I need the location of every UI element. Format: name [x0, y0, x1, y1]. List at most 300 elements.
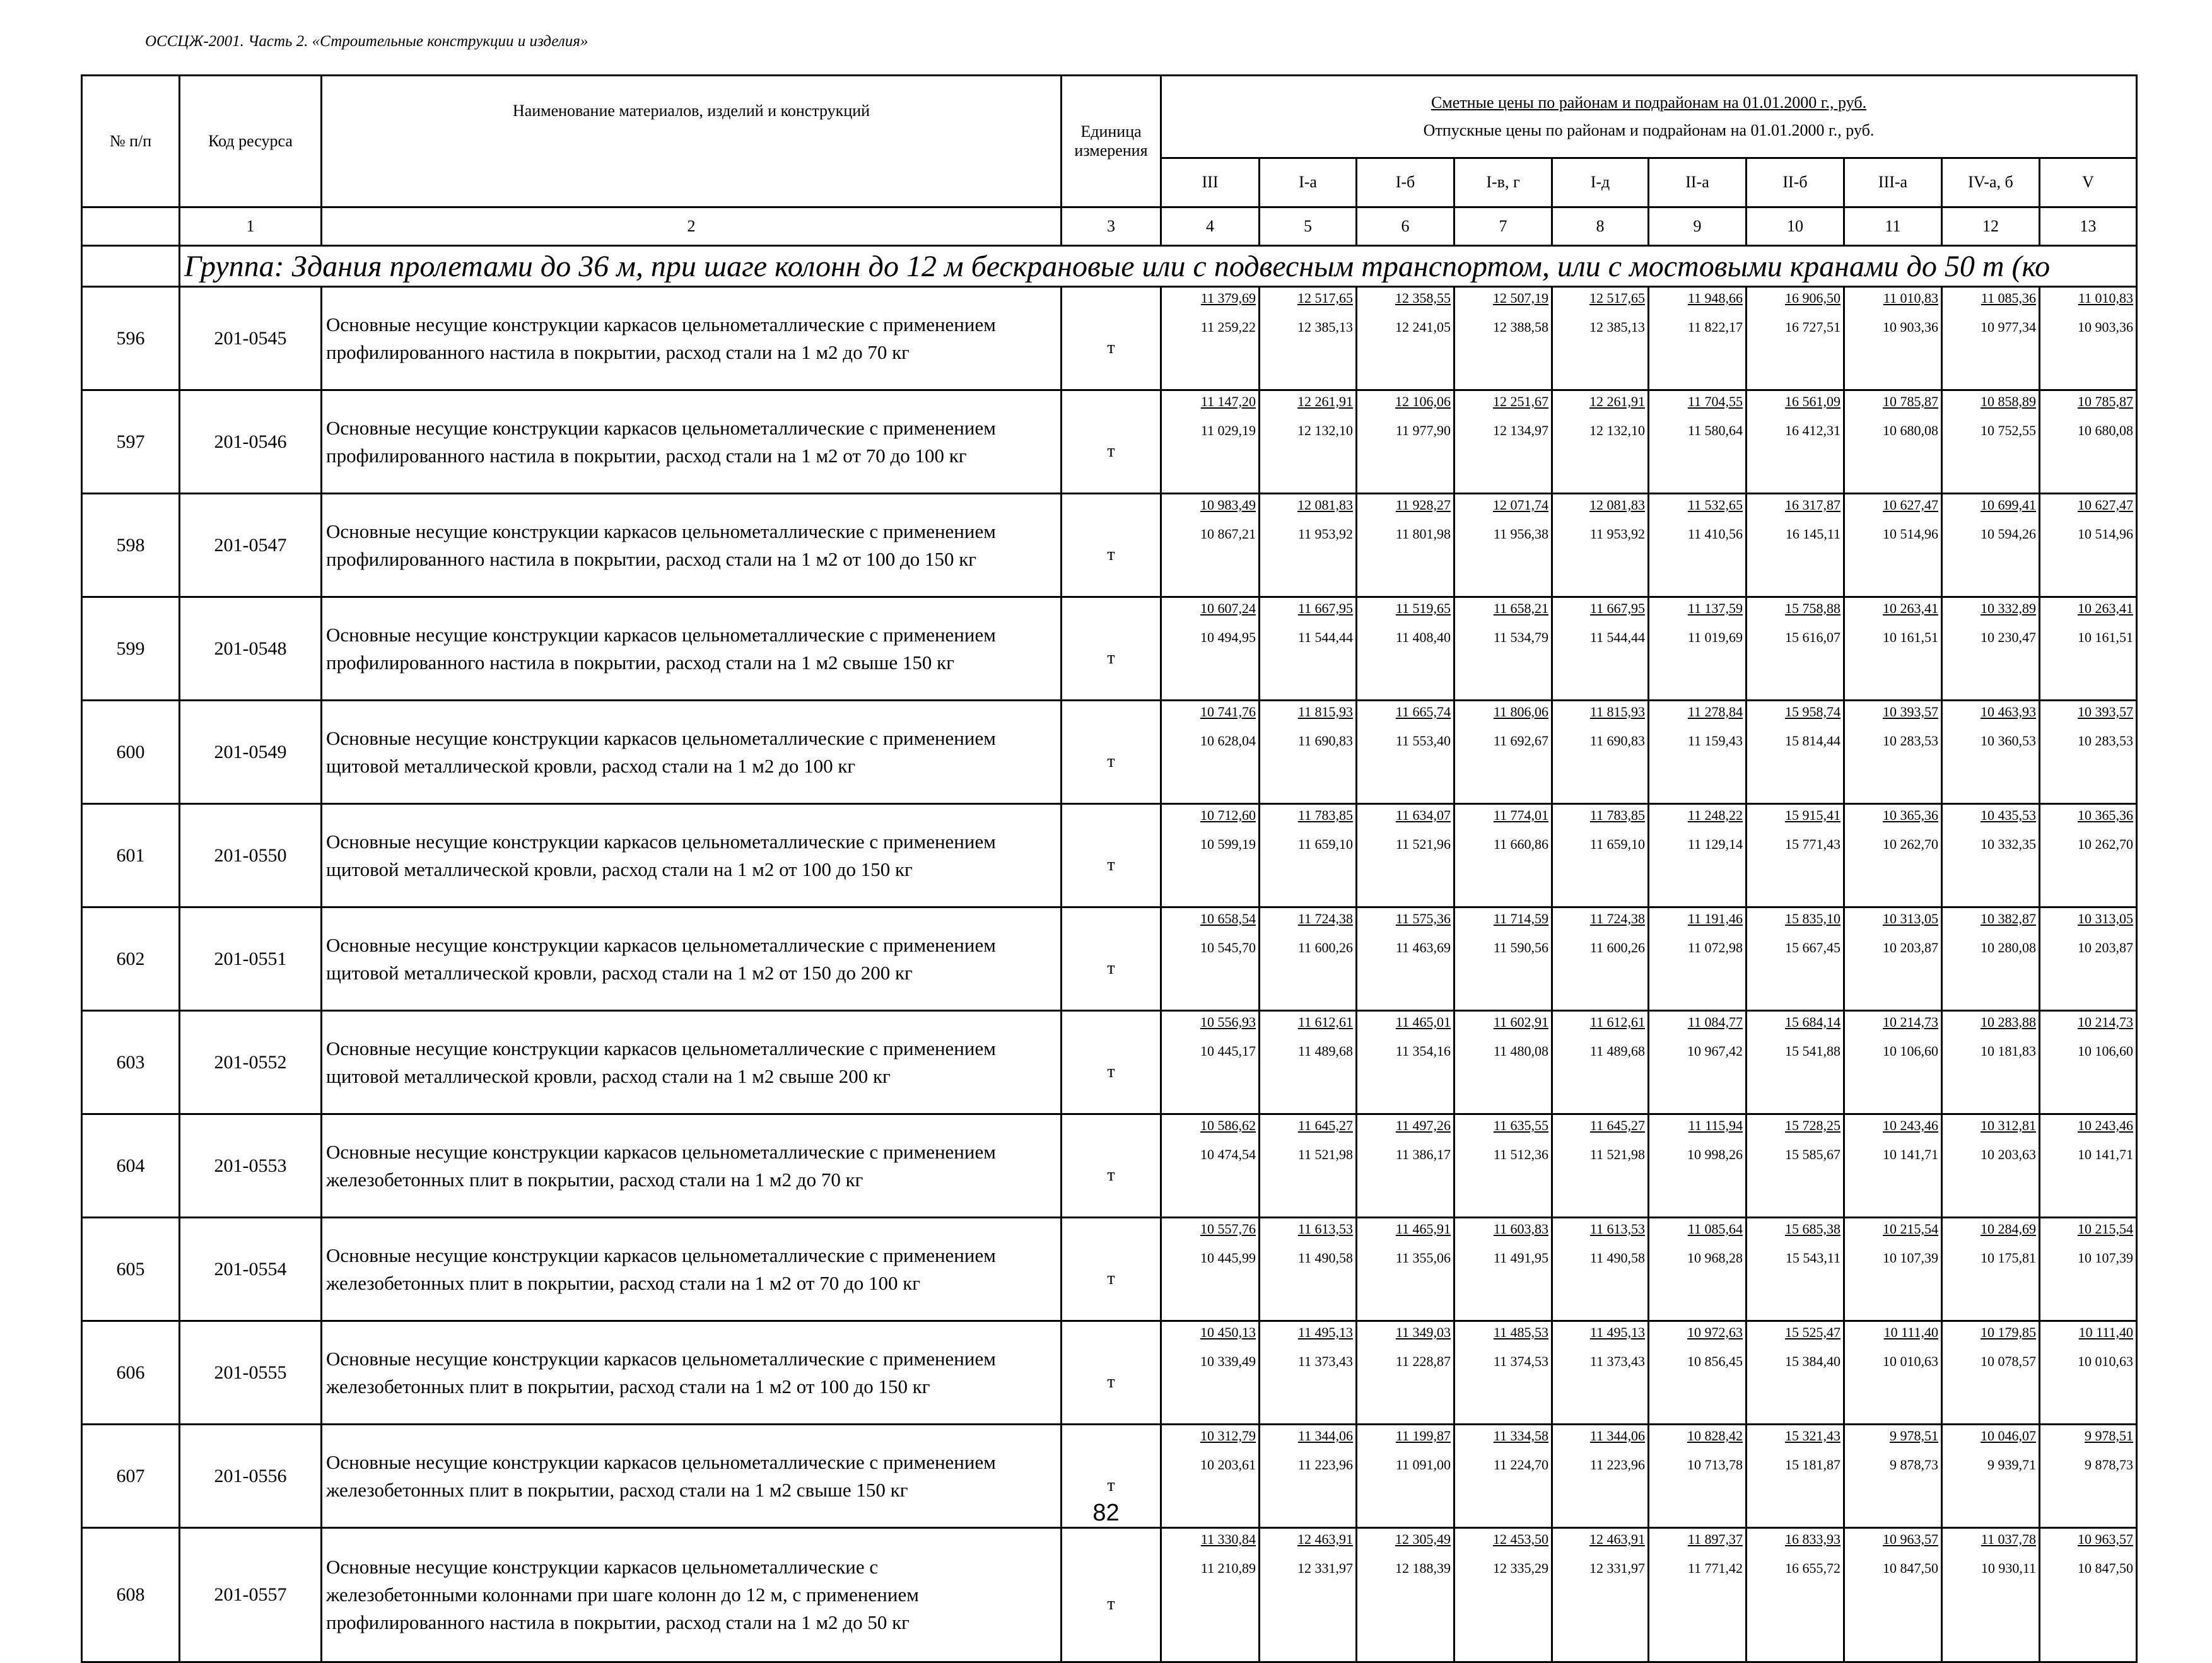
page-number: 82	[1092, 1500, 1120, 1526]
table-row	[82, 1528, 2137, 1662]
estimate-price: 15 758,88	[1785, 600, 1840, 616]
header-num: № п/п	[82, 76, 180, 207]
estimate-price: 9 978,51	[2085, 1428, 2134, 1444]
release-price: 16 145,11	[1785, 526, 1840, 542]
price-cell	[1161, 1114, 1260, 1218]
price-cell	[1649, 1114, 1747, 1218]
item-name-line: Основные несущие конструкции каркасов цельнометаллические с применением	[326, 623, 996, 646]
price-cell	[1454, 907, 1552, 1011]
row-num: 607	[82, 1425, 180, 1528]
release-price: 10 903,36	[1883, 319, 1938, 335]
release-price: 10 847,50	[1883, 1560, 1938, 1576]
resource-code: 201-0557	[180, 1528, 322, 1662]
price-cell	[1942, 1218, 2040, 1321]
estimate-price: 10 263,41	[1883, 600, 1938, 616]
column-number: 9	[1649, 207, 1747, 246]
release-price: 15 771,43	[1785, 836, 1840, 852]
release-price: 11 410,56	[1687, 526, 1743, 542]
release-price: 9 878,73	[1890, 1457, 1938, 1473]
estimate-price: 11 714,59	[1493, 911, 1548, 926]
release-price: 10 107,39	[1883, 1250, 1938, 1266]
price-cell	[1649, 1218, 1747, 1321]
release-price: 10 867,21	[1200, 526, 1256, 542]
release-price: 10 752,55	[1981, 423, 2036, 438]
estimate-price: 10 215,54	[2078, 1221, 2134, 1237]
release-price: 11 521,98	[1589, 1147, 1645, 1162]
price-cell	[1260, 1218, 1357, 1321]
release-price: 10 010,63	[2078, 1353, 2134, 1369]
price-cell	[1747, 1321, 1844, 1425]
release-price: 10 977,34	[1981, 319, 2036, 335]
item-name-line: Основные несущие конструкции каркасов цельнометаллические с применением	[326, 1450, 996, 1473]
release-price: 10 680,08	[1883, 423, 1938, 438]
row-num: 601	[82, 804, 180, 907]
estimate-price: 11 519,65	[1395, 600, 1451, 616]
release-price: 10 175,81	[1981, 1250, 2036, 1266]
release-price: 10 599,19	[1200, 836, 1256, 852]
price-cell	[1454, 1011, 1552, 1114]
release-price: 10 445,17	[1200, 1043, 1256, 1059]
estimate-price: 11 465,91	[1395, 1221, 1451, 1237]
item-name	[322, 390, 1062, 494]
estimate-price: 10 699,41	[1981, 497, 2036, 513]
unit: т	[1062, 1011, 1161, 1114]
estimate-price: 11 084,77	[1687, 1014, 1743, 1030]
price-cell	[1552, 1114, 1649, 1218]
price-cell	[1161, 287, 1260, 390]
release-price: 16 727,51	[1785, 319, 1840, 335]
estimate-price: 10 313,05	[2078, 911, 2134, 926]
group-row	[82, 246, 2137, 287]
item-name-line: железобетонных плит в покрытии, расход стали на 1 м2 до 70 кг	[326, 1168, 863, 1191]
item-name	[322, 494, 1062, 597]
release-price: 11 659,10	[1589, 836, 1645, 852]
estimate-price: 11 613,53	[1297, 1221, 1353, 1237]
estimate-price: 10 463,93	[1981, 704, 2036, 720]
unit: т	[1062, 1218, 1161, 1321]
item-name	[322, 907, 1062, 1011]
resource-code: 201-0548	[180, 597, 322, 701]
price-cell	[1747, 597, 1844, 701]
unit: т	[1062, 804, 1161, 907]
price-cell	[1844, 597, 1942, 701]
resource-code: 201-0552	[180, 1011, 322, 1114]
price-cell	[1844, 1218, 1942, 1321]
release-price: 11 953,92	[1297, 526, 1353, 542]
group-title: Группа: Здания пролетами до 36 м, при шаге колонн до 12 м бескрановые или с подвесным транспортом, или с мостовыми кранами до 50 т (ко	[180, 246, 2137, 287]
estimate-price: 16 833,93	[1785, 1531, 1840, 1547]
table-row	[82, 804, 2137, 907]
estimate-price: 11 658,21	[1493, 600, 1548, 616]
estimate-price: 10 214,73	[2078, 1014, 2134, 1030]
column-number-blank	[82, 207, 180, 246]
price-cell	[1747, 1528, 1844, 1662]
release-price: 10 494,95	[1200, 629, 1256, 645]
release-price: 10 203,87	[2078, 940, 2134, 955]
release-price: 11 512,36	[1493, 1147, 1548, 1162]
unit: т	[1062, 494, 1161, 597]
release-price: 10 967,42	[1687, 1043, 1743, 1059]
price-cell	[1942, 804, 2040, 907]
release-price: 11 801,98	[1395, 526, 1451, 542]
release-price: 15 384,40	[1785, 1353, 1840, 1369]
item-name	[322, 1528, 1062, 1662]
price-cell	[1942, 1011, 2040, 1114]
estimate-price: 11 379,69	[1200, 290, 1256, 306]
price-cell	[1260, 597, 1357, 701]
table-row	[82, 1321, 2137, 1425]
price-cell	[1552, 390, 1649, 494]
price-cell	[1552, 287, 1649, 390]
release-price: 10 474,54	[1200, 1147, 1256, 1162]
item-name-line: Основные несущие конструкции каркасов цельнометаллические с применением	[326, 933, 996, 956]
estimate-price: 11 334,58	[1493, 1428, 1548, 1444]
price-cell	[1942, 1321, 2040, 1425]
price-cell	[1357, 390, 1454, 494]
estimate-price: 10 312,79	[1200, 1428, 1256, 1444]
item-name-line: профилированного настила в покрытии, расход стали на 1 м2 до 50 кг	[326, 1611, 910, 1633]
price-cell	[1161, 701, 1260, 804]
estimate-price: 11 665,74	[1395, 704, 1451, 720]
estimate-price: 12 081,83	[1589, 497, 1645, 513]
release-price: 11 491,95	[1493, 1250, 1548, 1266]
release-price: 12 331,97	[1297, 1560, 1353, 1576]
estimate-price: 10 858,89	[1981, 394, 2036, 409]
estimate-price: 10 607,24	[1200, 600, 1256, 616]
price-cell	[1552, 1218, 1649, 1321]
price-cell	[1260, 287, 1357, 390]
estimate-price: 15 915,41	[1785, 807, 1840, 823]
item-name-line: железобетонных плит в покрытии, расход стали на 1 м2 свыше 150 кг	[326, 1478, 908, 1501]
release-price: 11 490,58	[1589, 1250, 1645, 1266]
price-cell	[1357, 494, 1454, 597]
row-num: 606	[82, 1321, 180, 1425]
column-number: 5	[1260, 207, 1357, 246]
estimate-price: 12 305,49	[1395, 1531, 1451, 1547]
price-cell	[1454, 1218, 1552, 1321]
price-cell	[2040, 1321, 2137, 1425]
release-price: 10 339,49	[1200, 1353, 1256, 1369]
price-cell	[2040, 1114, 2137, 1218]
price-cell	[1454, 287, 1552, 390]
release-price: 11 480,08	[1493, 1043, 1548, 1059]
region-header: I-б	[1357, 158, 1454, 207]
item-name-line: щитовой металлической кровли, расход стали на 1 м2 от 100 до 150 кг	[326, 858, 913, 880]
release-price: 10 280,08	[1981, 940, 2036, 955]
estimate-price: 11 085,36	[1981, 290, 2036, 306]
row-num: 602	[82, 907, 180, 1011]
estimate-price: 11 667,95	[1589, 600, 1645, 616]
price-cell	[1747, 1011, 1844, 1114]
resource-code: 201-0556	[180, 1425, 322, 1528]
region-header: III-а	[1844, 158, 1942, 207]
estimate-price: 10 214,73	[1883, 1014, 1938, 1030]
release-price: 10 203,61	[1200, 1457, 1256, 1473]
estimate-price: 16 906,50	[1785, 290, 1840, 306]
price-table	[81, 74, 2138, 1663]
column-number: 10	[1747, 207, 1844, 246]
price-cell	[1161, 1218, 1260, 1321]
price-cell	[1942, 1114, 2040, 1218]
price-cell	[1649, 804, 1747, 907]
item-name-line: Основные несущие конструкции каркасов цельнометаллические с применением	[326, 1347, 996, 1370]
estimate-price: 10 627,47	[2078, 497, 2134, 513]
price-cell	[1260, 390, 1357, 494]
estimate-price: 10 983,49	[1200, 497, 1256, 513]
estimate-price: 10 712,60	[1200, 807, 1256, 823]
estimate-price: 10 741,76	[1200, 704, 1256, 720]
table-row	[82, 1218, 2137, 1321]
item-name-line: щитовой металлической кровли, расход стали на 1 м2 до 100 кг	[326, 754, 856, 777]
estimate-price: 11 010,83	[2078, 290, 2134, 306]
price-cell	[1161, 494, 1260, 597]
release-price: 10 680,08	[2078, 423, 2134, 438]
release-price: 10 713,78	[1687, 1457, 1743, 1473]
row-num: 596	[82, 287, 180, 390]
release-price: 11 659,10	[1297, 836, 1353, 852]
release-price: 11 977,90	[1395, 423, 1451, 438]
release-price: 11 029,19	[1200, 423, 1256, 438]
release-price: 12 241,05	[1395, 319, 1451, 335]
column-number: 8	[1552, 207, 1649, 246]
estimate-price: 10 283,88	[1981, 1014, 2036, 1030]
release-price: 11 223,96	[1589, 1457, 1645, 1473]
release-price: 11 019,69	[1687, 629, 1743, 645]
price-cell	[1454, 1321, 1552, 1425]
price-cell	[2040, 1011, 2137, 1114]
release-price: 11 408,40	[1395, 629, 1451, 645]
column-number: 2	[322, 207, 1062, 246]
release-price: 11 489,68	[1589, 1043, 1645, 1059]
release-price: 11 373,43	[1297, 1353, 1353, 1369]
estimate-price: 10 215,54	[1883, 1221, 1938, 1237]
row-num: 600	[82, 701, 180, 804]
estimate-price: 15 685,38	[1785, 1221, 1840, 1237]
release-price: 15 543,11	[1785, 1250, 1840, 1266]
region-header: III	[1161, 158, 1260, 207]
price-cell	[1357, 1321, 1454, 1425]
release-price: 11 660,86	[1493, 836, 1548, 852]
price-cell	[1649, 1321, 1747, 1425]
estimate-price: 11 645,27	[1297, 1117, 1353, 1133]
row-num: 603	[82, 1011, 180, 1114]
item-name-line: Основные несущие конструкции каркасов цельнометаллические с применением	[326, 520, 996, 542]
price-cell	[1260, 804, 1357, 907]
estimate-price: 12 463,91	[1589, 1531, 1645, 1547]
estimate-price: 10 963,57	[1883, 1531, 1938, 1547]
price-cell	[1747, 390, 1844, 494]
estimate-price: 12 517,65	[1589, 290, 1645, 306]
price-cell	[1260, 1528, 1357, 1662]
header-name: Наименование материалов, изделий и конструкций	[322, 76, 1062, 207]
price-cell	[1552, 907, 1649, 1011]
column-number: 1	[180, 207, 322, 246]
estimate-price: 10 627,47	[1883, 497, 1938, 513]
resource-code: 201-0554	[180, 1218, 322, 1321]
release-price: 15 667,45	[1785, 940, 1840, 955]
item-name-line: щитовой металлической кровли, расход стали на 1 м2 от 150 до 200 кг	[326, 961, 913, 984]
estimate-price: 10 658,54	[1200, 911, 1256, 926]
column-number-row	[82, 207, 2137, 246]
release-price: 11 386,17	[1395, 1147, 1451, 1162]
release-price: 12 388,58	[1493, 319, 1548, 335]
unit: т	[1062, 390, 1161, 494]
item-name-line: Основные несущие конструкции каркасов цельнометаллические с применением	[326, 1037, 996, 1059]
estimate-price: 11 344,06	[1297, 1428, 1353, 1444]
estimate-price: 12 261,91	[1589, 394, 1645, 409]
row-num: 605	[82, 1218, 180, 1321]
price-cell	[1260, 1321, 1357, 1425]
estimate-price: 11 115,94	[1688, 1117, 1743, 1133]
estimate-price: 10 393,57	[2078, 704, 2134, 720]
price-cell	[1552, 1321, 1649, 1425]
item-name	[322, 1218, 1062, 1321]
estimate-price: 11 602,91	[1493, 1014, 1548, 1030]
estimate-price: 10 243,46	[2078, 1117, 2134, 1133]
column-number: 12	[1942, 207, 2040, 246]
release-price: 10 181,83	[1981, 1043, 2036, 1059]
estimate-price: 11 465,01	[1395, 1014, 1451, 1030]
estimate-price: 10 393,57	[1883, 704, 1938, 720]
price-cell	[1844, 804, 1942, 907]
estimate-price: 10 382,87	[1981, 911, 2036, 926]
estimate-price: 11 497,26	[1395, 1117, 1451, 1133]
item-name-line: Основные несущие конструкции каркасов цельнометаллические с применением	[326, 416, 996, 439]
price-cell	[1844, 701, 1942, 804]
estimate-price: 15 728,25	[1785, 1117, 1840, 1133]
row-num: 598	[82, 494, 180, 597]
resource-code: 201-0553	[180, 1114, 322, 1218]
unit: т	[1062, 597, 1161, 701]
release-price: 15 616,07	[1785, 629, 1840, 645]
estimate-price: 11 278,84	[1687, 704, 1743, 720]
release-price: 9 878,73	[2085, 1457, 2134, 1473]
item-name-line: профилированного настила в покрытии, расход стали на 1 м2 от 70 до 100 кг	[326, 444, 967, 467]
price-cell	[2040, 287, 2137, 390]
price-cell	[1844, 390, 1942, 494]
estimate-price: 10 313,05	[1883, 911, 1938, 926]
estimate-price: 11 037,78	[1981, 1531, 2036, 1547]
release-price: 10 203,87	[1883, 940, 1938, 955]
price-cell	[1552, 804, 1649, 907]
estimate-price: 10 312,81	[1981, 1117, 2036, 1133]
price-cell	[1454, 804, 1552, 907]
item-name-line: Основные несущие конструкции каркасов цельнометаллические с применением	[326, 1244, 996, 1266]
price-cell	[1454, 701, 1552, 804]
estimate-price: 11 948,66	[1687, 290, 1743, 306]
estimate-price: 11 085,64	[1687, 1221, 1743, 1237]
estimate-price: 12 081,83	[1297, 497, 1353, 513]
resource-code: 201-0549	[180, 701, 322, 804]
estimate-price: 11 774,01	[1493, 807, 1548, 823]
price-cell	[1161, 597, 1260, 701]
estimate-price: 11 635,55	[1493, 1117, 1548, 1133]
estimate-price: 11 612,61	[1297, 1014, 1353, 1030]
price-cell	[1161, 804, 1260, 907]
release-price: 10 968,28	[1687, 1250, 1743, 1266]
row-num: 597	[82, 390, 180, 494]
price-cell	[1649, 287, 1747, 390]
price-cell	[1942, 701, 2040, 804]
price-cell	[1161, 1321, 1260, 1425]
item-name-line: Основные несущие конструкции каркасов цельнометаллические с применением	[326, 830, 996, 853]
estimate-price: 11 575,36	[1395, 911, 1451, 926]
release-price: 11 521,96	[1395, 836, 1451, 852]
release-price: 11 210,89	[1200, 1560, 1256, 1576]
header-code: Код ресурса	[180, 76, 322, 207]
item-name-line: Основные несущие конструкции каркасов цельнометаллические с применением	[326, 313, 996, 336]
price-cell	[1161, 907, 1260, 1011]
price-cell	[1747, 494, 1844, 597]
estimate-price: 10 046,07	[1981, 1428, 2036, 1444]
estimate-price: 15 684,14	[1785, 1014, 1840, 1030]
estimate-price: 11 645,27	[1589, 1117, 1645, 1133]
estimate-price: 10 263,41	[2078, 600, 2134, 616]
item-name-line: Основные несущие конструкции каркасов цельнометаллические с	[326, 1556, 879, 1578]
price-cell	[1942, 390, 2040, 494]
release-price: 10 445,99	[1200, 1250, 1256, 1266]
release-price: 11 489,68	[1297, 1043, 1353, 1059]
estimate-price: 11 199,87	[1395, 1428, 1451, 1444]
release-price: 10 594,26	[1981, 526, 2036, 542]
release-price: 10 203,63	[1981, 1147, 2036, 1162]
price-cell	[1357, 1218, 1454, 1321]
table-row	[82, 1011, 2137, 1114]
release-price: 10 332,35	[1981, 836, 2036, 852]
region-header: I-а	[1260, 158, 1357, 207]
price-cell	[1747, 1218, 1844, 1321]
price-cell	[1747, 701, 1844, 804]
region-header: II-а	[1649, 158, 1747, 207]
release-price: 10 360,53	[1981, 733, 2036, 749]
estimate-price: 11 634,07	[1395, 807, 1451, 823]
column-number: 7	[1454, 207, 1552, 246]
estimate-price: 11 783,85	[1297, 807, 1353, 823]
unit: т	[1062, 1528, 1161, 1662]
estimate-price: 10 365,36	[1883, 807, 1938, 823]
release-price: 11 534,79	[1493, 629, 1548, 645]
resource-code: 201-0551	[180, 907, 322, 1011]
release-price: 10 161,51	[2078, 629, 2134, 645]
price-cell	[1357, 907, 1454, 1011]
estimate-price: 16 561,09	[1785, 394, 1840, 409]
estimate-price: 12 507,19	[1493, 290, 1548, 306]
item-name-line: профилированного настила в покрытии, расход стали на 1 м2 до 70 кг	[326, 341, 910, 363]
unit: т	[1062, 287, 1161, 390]
estimate-price: 10 450,13	[1200, 1324, 1256, 1340]
price-cell	[1260, 1011, 1357, 1114]
price-cell	[1844, 1528, 1942, 1662]
column-number: 3	[1062, 207, 1161, 246]
estimate-price: 10 243,46	[1883, 1117, 1938, 1133]
release-price: 16 655,72	[1785, 1560, 1840, 1576]
price-cell	[2040, 701, 2137, 804]
release-price: 15 181,87	[1785, 1457, 1840, 1473]
estimate-price: 12 106,06	[1395, 394, 1451, 409]
item-name	[322, 804, 1062, 907]
release-price: 15 585,67	[1785, 1147, 1840, 1162]
estimate-price: 11 613,53	[1589, 1221, 1645, 1237]
release-price: 10 161,51	[1883, 629, 1938, 645]
header-prices: Сметные цены по районам и подрайонам на 01.01.2000 г., руб. Отпускные цены по районам и подрайонам на 01.01.2000 г., руб.	[1161, 76, 2137, 158]
price-cell	[1649, 494, 1747, 597]
release-price: 11 771,42	[1687, 1560, 1743, 1576]
estimate-price: 11 815,93	[1589, 704, 1645, 720]
release-price: 11 159,43	[1687, 733, 1743, 749]
price-cell	[1552, 1011, 1649, 1114]
release-price: 12 132,10	[1297, 423, 1353, 438]
item-name-line: железобетонных плит в покрытии, расход стали на 1 м2 от 70 до 100 кг	[326, 1271, 920, 1294]
